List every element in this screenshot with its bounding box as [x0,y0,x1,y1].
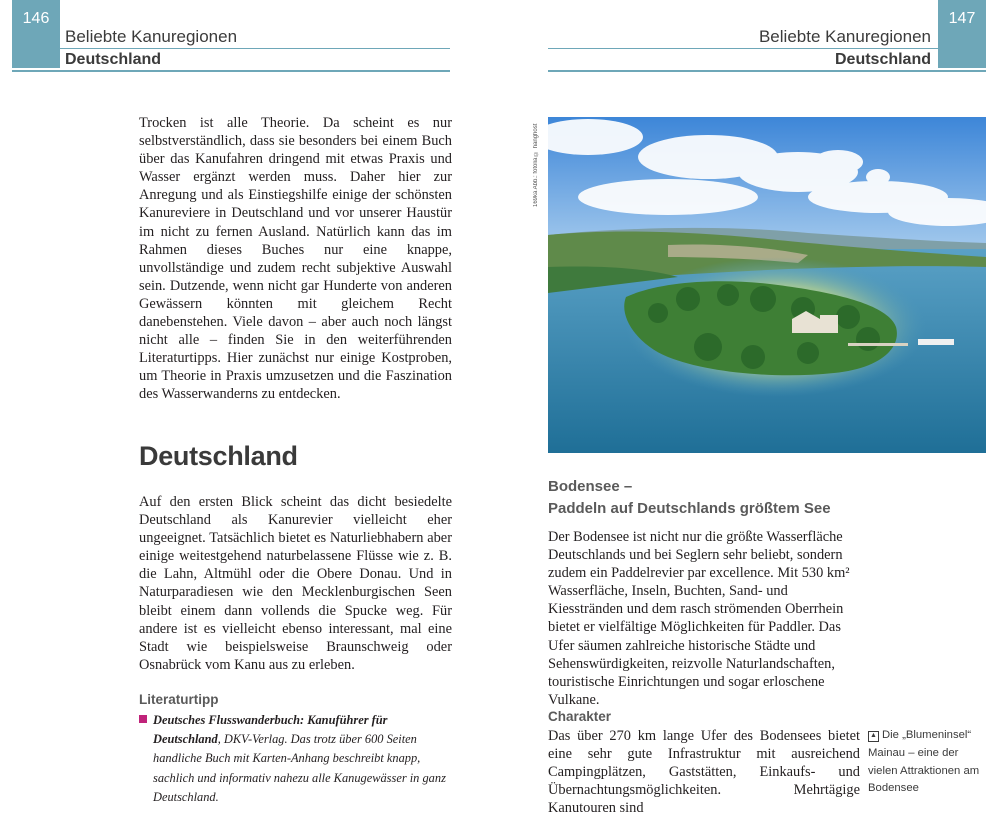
lake-island-photo [548,117,986,453]
literature-description: , DKV-Verlag. Das trotz über 600 Seiten handliche Buch mit Karten-Anhang beschreibt knapp, sachlich und informativ nahezu alle Kanugewässer in ganz Deutschland. [153,732,446,804]
literature-item [139,711,451,807]
subsection-heading-wrap [548,476,860,520]
running-header-left: Beliebte Kanuregionen [65,27,238,46]
intro-paragraph: Trocken ist alle Theorie. Da scheint es nur selbstverständlich, dass sie besonders bei einem Buch über das Kanufahren dringend mit etwas Praxis und Wasser ergänzt werden muss. Daher hier zur Anregung und als Einstiegshilfe einige der schönsten Kanureviere in Deutschland und vor unserer Haustür im nicht zu fernen Ausland. Natürlich kann das im Rahmen dieses Buches nur eine knappe, unvollständige und zudem recht subjektive Auswahl sein. Dutzende, wenn nicht gar Hunderte von anderen Gewässern könnten mit gleichem Recht danebenstehen. Viele davon – aber auch noch längst nicht alle – finden Sie in den weiterführenden Literaturtipps. Hier zunächst nur einige Kostproben, um Theorie in Praxis umzusetzen und die Faszination des Wasserwanderns zu entdecken. [139,115,452,403]
section-block [139,493,452,674]
running-header-right: Beliebte Kanuregionen [758,27,931,46]
intro-block [139,114,452,404]
photo-credit: 169ka Abb.: fotolia © hanghost [533,123,539,207]
character-block [548,727,860,817]
subsection-block [548,528,860,709]
caption-text: Die „Blumeninsel“ Mainau – eine der vielen Attraktionen am Bodensee [868,729,980,795]
running-section-right: Deutschland [834,51,931,68]
page-number-left: 146 [12,0,60,68]
running-section-left: Deutschland [65,51,162,68]
header-rule-left-thick [12,70,450,72]
section-paragraph: Auf den ersten Blick scheint das dicht besiedelte Deutschland als Kanurevier vielleicht eher ungeeignet. Tatsächlich bietet es Naturliebhabern aber einige weitestgehend naturbelassene Flüsse wie z. B. die Lahn, Altmühl oder die Obere Donau. Und in Naturparadiesen wie den Mecklenburgischen Seen bleibt einem dann vollends die Spucke weg. Für andere ist es vielleicht ebenso interessant, mal eine Stadt wie beispielsweise Braunschweig oder Osnabrück vom Kanu aus zu erleben. [139,494,452,673]
literature-heading-wrap [139,692,452,707]
bullet-square-icon [139,715,147,723]
character-heading-wrap [548,709,860,724]
literature-title: Deutsches Flusswanderbuch: Kanuführer für Deutschland [153,713,388,747]
character-paragraph: Das über 270 km lange Ufer des Bodensees bietet eine sehr gute Infrastruktur mit ausreichend Campingplätzen, Gaststätten, Einkaufs- und Übernachtungsmöglichkeiten. Mehrtägige Kanutouren sind [548,728,860,817]
literature-text [153,711,451,807]
aerial-island-illustration [548,117,986,453]
character-heading: Charakter [548,709,612,724]
header-rule-right-thick [548,70,986,72]
literature-heading: Literaturtipp [139,692,219,707]
subsection-paragraph: Der Bodensee ist nicht nur die größte Wasserfläche Deutschlands und bei Seglern sehr beliebt, sondern zudem ein Paddelrevier par excellence. Mit 530 km² Wasserfläche, Inseln, Buchten, Sand- und Kiesstränden und dem rasch strömenden Oberrhein bietet er vielfältige Möglichkeiten für Paddler. Das Ufer säumen zahlreiche historische Städte und Sehenswürdigkeiten, reizvolle Naturlandschaften, touristische Einrichtungen und sogar erloschene Vulkane. [548,529,850,708]
page-number-right: 147 [938,0,986,68]
subsection-heading-line1: Bodensee – [548,478,633,495]
subsection-heading-line2: Paddeln auf Deutschlands größtem See [548,500,831,517]
section-heading: Deutschland [139,441,298,471]
photo-arrow-icon: ▲ [868,731,879,742]
header-rule-left [12,48,450,49]
photo-caption [868,727,988,798]
header-rule-right [548,48,986,49]
